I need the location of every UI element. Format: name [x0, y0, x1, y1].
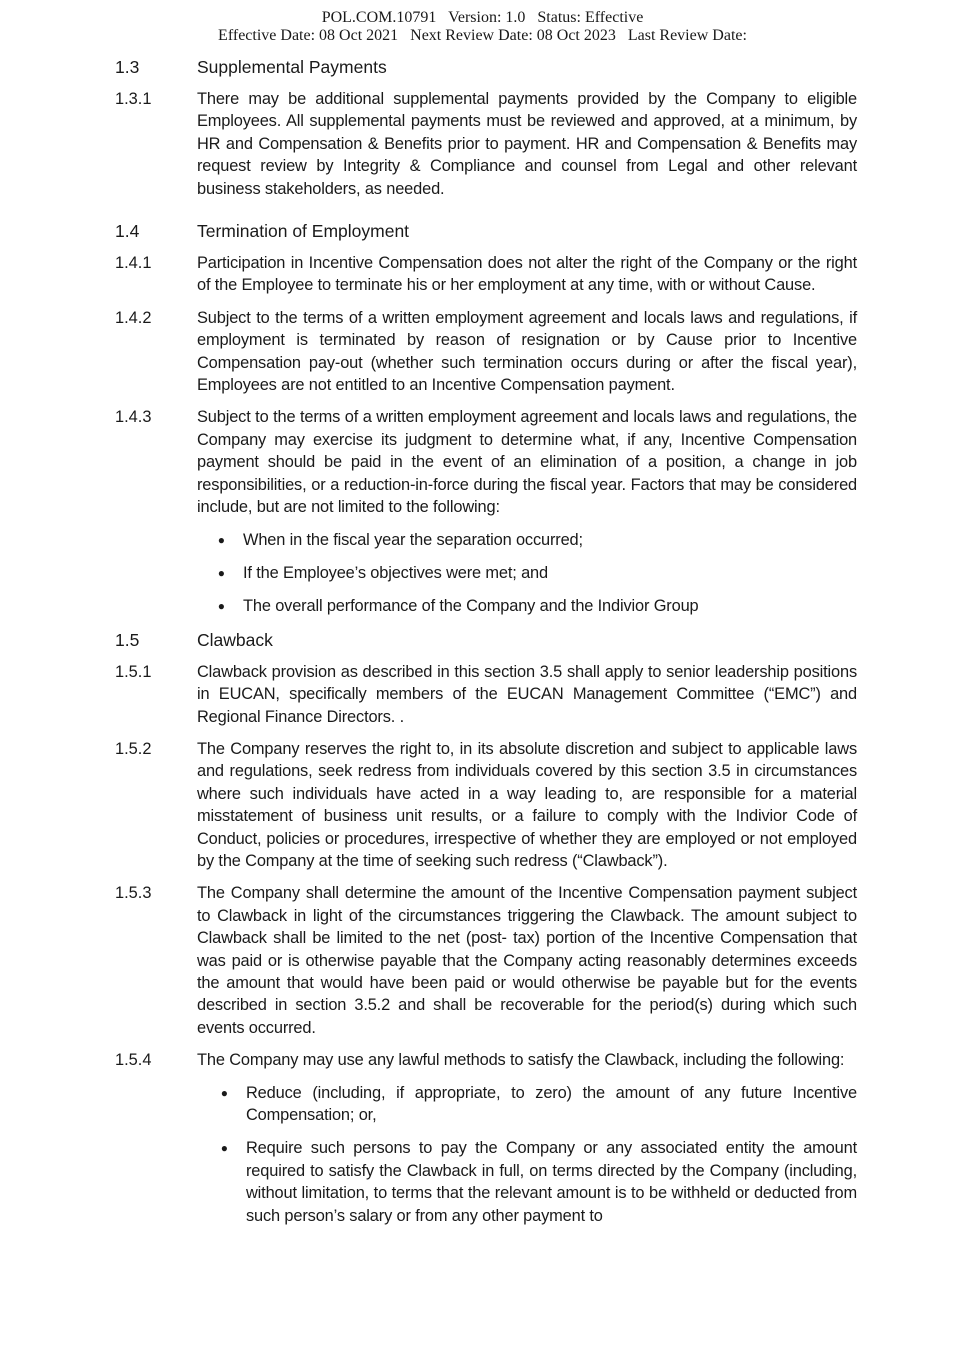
paragraph-1-4-1: [115, 252, 857, 297]
list-item: [115, 1137, 857, 1227]
list-item-text: Require such persons to pay the Company or any associated entity the amount required to satisfy the Clawback in full, on terms directed by the Company (including, without limitation, to terms that the relevant amount is to be withheld or deducted from such person’s salary or from any other payment to: [246, 1139, 857, 1225]
paragraph-number: 1.5.1: [115, 662, 152, 681]
paragraph-1-5-4: [115, 1049, 857, 1071]
bullet-list-1-4-3: [115, 529, 857, 618]
header-line-2: Effective Date: 08 Oct 2021 Next Review Date: 08 Oct 2023 Last Review Date:: [218, 27, 747, 44]
paragraph-number: 1.5.2: [115, 739, 152, 758]
list-item: [115, 1082, 857, 1127]
section-title: Supplemental Payments: [197, 57, 387, 77]
bullet-icon: ●: [220, 1141, 228, 1156]
document-header: [0, 9, 965, 45]
section-heading-1-3: [115, 56, 857, 78]
bullet-icon: ●: [217, 532, 225, 547]
document-body: [115, 56, 857, 1238]
paragraph-text: There may be additional supplemental payments provided by the Company to eligible Employees. All supplemental payments must be reviewed and approved, at a minimum, by HR and Compensation & Benefits prior to payment. HR and Compensation & Benefits may request review by Integrity & Compliance and counsel from Legal and other relevant business stakeholders, as needed.: [197, 90, 857, 198]
section-title: Clawback: [197, 629, 273, 650]
paragraph-number: 1.4.1: [115, 254, 152, 273]
paragraph-1-5-2: [115, 738, 857, 872]
paragraph-number: 1.3.1: [115, 90, 152, 108]
list-item: [115, 562, 857, 584]
list-item-text: When in the fiscal year the separation occurred;: [243, 530, 583, 549]
section-number: 1.3: [115, 57, 140, 77]
list-item-text: The overall performance of the Company and the Indivior Group: [243, 597, 699, 616]
paragraph-1-4-3: [115, 406, 857, 518]
list-item-text: If the Employee’s objectives were met; and: [243, 563, 548, 582]
paragraph-number: 1.4.3: [115, 408, 152, 427]
bullet-icon: ●: [217, 565, 225, 580]
paragraph-text: The Company may use any lawful methods to satisfy the Clawback, including the following:: [197, 1051, 845, 1070]
paragraph-text: Participation in Incentive Compensation does not alter the right of the Company or the right of the Employee to terminate his or her employment at any time, with or without Cause.: [197, 254, 857, 295]
bullet-list-1-5-4: [115, 1082, 857, 1227]
paragraph-text: Subject to the terms of a written employment agreement and locals laws and regulations, if employment is terminated by reason of resignation or by Cause prior to Incentive Compensation pay-out (whether such termination occurs during or after the fiscal year), Employees are not entitled to an Incentive Compensation payment.: [197, 308, 857, 395]
paragraph-text: The Company reserves the right to, in its absolute discretion and subject to applicable laws and regulations, seek redress from individuals covered by this section 3.5 in circumstances where such individuals have acted in a way leading to, are responsible for a material misstatement of business unit results, or a failure to comply with the Indivior Code of Conduct, policies or procedures, irrespective of whether they are employed or not employed by the Company at the time of seeking such redress (“Clawback”).: [197, 739, 857, 870]
paragraph-number: 1.4.2: [115, 308, 152, 327]
section-title: Termination of Employment: [197, 221, 410, 242]
section-heading-1-4: [115, 220, 857, 242]
paragraph-text: Clawback provision as described in this section 3.5 shall apply to senior leadership positions in EUCAN, specifically members of the EUCAN Management Committee (“EMC”) and Regional Finance Directors. .: [197, 662, 857, 726]
section-heading-1-5: [115, 629, 857, 651]
section-number: 1.5: [115, 629, 140, 650]
paragraph-text: Subject to the terms of a written employment agreement and locals laws and regulations, the Company may exercise its judgment to determine what, if any, Incentive Compensation payment should be paid in the event of an elimination of a position, a change in job responsibilities, or a reduction-in-force during the fiscal year. Factors that may be considered include, but are not limited to the following:: [197, 408, 857, 517]
paragraph-1-3-1: [115, 88, 857, 200]
list-item: [115, 529, 857, 551]
bullet-icon: ●: [220, 1085, 228, 1100]
section-number: 1.4: [115, 221, 140, 242]
paragraph-1-5-1: [115, 661, 857, 728]
paragraph-1-5-3: [115, 882, 857, 1039]
bullet-icon: ●: [217, 599, 225, 614]
paragraph-1-4-2: [115, 307, 857, 397]
paragraph-number: 1.5.3: [115, 884, 152, 903]
list-item: [115, 595, 857, 617]
paragraph-number: 1.5.4: [115, 1051, 152, 1070]
paragraph-text: The Company shall determine the amount of the Incentive Compensation payment subject to Clawback in light of the circumstances triggering the Clawback. The amount subject to Clawback shall be limited to the net (post- tax) portion of the Incentive Compensation that was paid or is otherwise payable that the Company acting reasonably determines exceeds the amount that would have been paid or would otherwise be payable but for the events described in section 3.5.2 and shall be recoverable for the period(s) during which such events occurred.: [197, 884, 857, 1037]
header-line-1: POL.COM.10791 Version: 1.0 Status: Effective: [321, 9, 644, 26]
list-item-text: Reduce (including, if appropriate, to zero) the amount of any future Incentive Compensation; or,: [246, 1083, 857, 1125]
